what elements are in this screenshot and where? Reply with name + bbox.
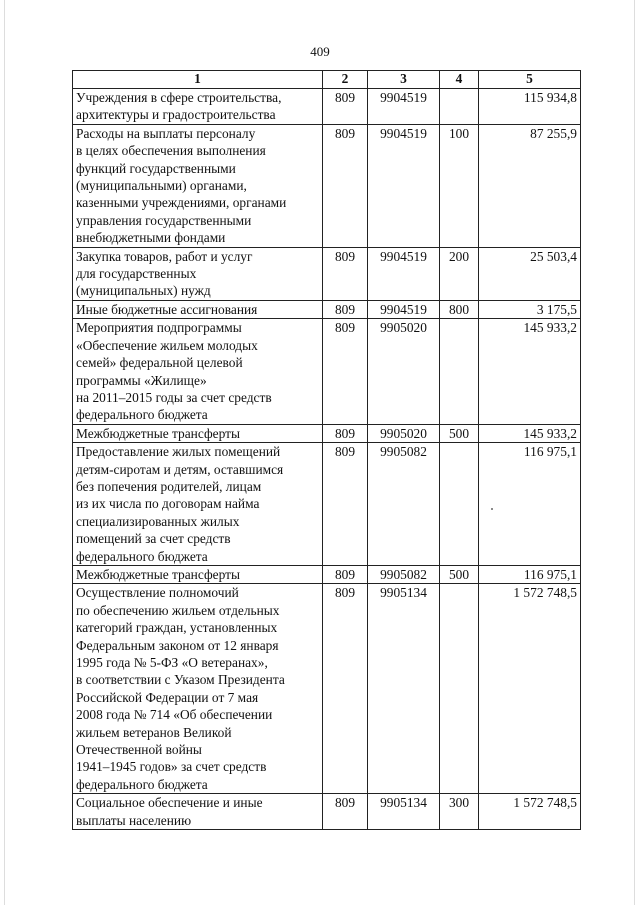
row-amount: 116 975,1	[479, 443, 581, 566]
table-body	[73, 89, 581, 830]
row-name: Иные бюджетные ассигнования	[73, 300, 323, 318]
row-amount: 145 933,2	[479, 424, 581, 442]
row-name: Учреждения в сфере строительства, архитектуры и градостроительства	[73, 89, 323, 125]
row-expense-type: 800	[440, 300, 479, 318]
row-name: Закупка товаров, работ и услуг для государственных (муниципальных) нужд	[73, 247, 323, 300]
header-col-4: 4	[440, 71, 479, 89]
row-ministry-code: 809	[323, 124, 368, 247]
header-col-3: 3	[368, 71, 440, 89]
row-target-code: 9904519	[368, 89, 440, 125]
table-row	[73, 584, 581, 794]
table-row	[73, 300, 581, 318]
row-ministry-code: 809	[323, 247, 368, 300]
table-row	[73, 443, 581, 566]
table-row	[73, 319, 581, 424]
table-row	[73, 794, 581, 830]
header-col-1: 1	[73, 71, 323, 89]
row-target-code: 9905082	[368, 565, 440, 583]
row-ministry-code: 809	[323, 565, 368, 583]
row-expense-type: 300	[440, 794, 479, 830]
row-target-code: 9905020	[368, 424, 440, 442]
table-header	[73, 71, 581, 89]
table-row	[73, 124, 581, 247]
row-amount: 25 503,4	[479, 247, 581, 300]
header-col-2: 2	[323, 71, 368, 89]
row-target-code: 9905020	[368, 319, 440, 424]
row-amount: 116 975,1	[479, 565, 581, 583]
row-expense-type	[440, 89, 479, 125]
row-expense-type	[440, 443, 479, 566]
row-expense-type: 500	[440, 424, 479, 442]
table-row	[73, 89, 581, 125]
header-row	[73, 71, 581, 89]
row-target-code: 9904519	[368, 124, 440, 247]
row-amount: 1 572 748,5	[479, 794, 581, 830]
table-row	[73, 247, 581, 300]
row-ministry-code: 809	[323, 424, 368, 442]
row-amount: 1 572 748,5	[479, 584, 581, 794]
row-name: Осуществление полномочий по обеспечению жильем отдельных категорий граждан, установленных Федеральным законом от 12 января 1995 года № 5-ФЗ «О ветеранах», в соответствии с Указом Президента Российской Федерации от 7 мая 2008 года № 714 «Об обеспечении жильем ветеранов Великой Отечественной войны 1941–1945 годов» за счет средств федерального бюджета	[73, 584, 323, 794]
table-row	[73, 424, 581, 442]
row-name: Предоставление жилых помещений детям-сиротам и детям, оставшимся без попечения родителей, лицам из их числа по договорам найма специализированных жилых помещений за счет средств федерального бюджета	[73, 443, 323, 566]
row-expense-type	[440, 319, 479, 424]
row-amount: 3 175,5	[479, 300, 581, 318]
row-amount: 115 934,8	[479, 89, 581, 125]
row-name: Социальное обеспечение и иные выплаты населению	[73, 794, 323, 830]
scan-edge-left	[4, 0, 5, 905]
row-expense-type	[440, 584, 479, 794]
table-row	[73, 565, 581, 583]
row-name: Межбюджетные трансферты	[73, 424, 323, 442]
row-target-code: 9905134	[368, 794, 440, 830]
row-expense-type: 500	[440, 565, 479, 583]
budget-table	[72, 70, 581, 830]
row-ministry-code: 809	[323, 794, 368, 830]
row-ministry-code: 809	[323, 89, 368, 125]
row-name: Мероприятия подпрограммы «Обеспечение жильем молодых семей» федеральной целевой программы «Жилище» на 2011–2015 годы за счет средств федерального бюджета	[73, 319, 323, 424]
row-target-code: 9905134	[368, 584, 440, 794]
page-number: 409	[310, 44, 330, 59]
row-target-code: 9904519	[368, 300, 440, 318]
row-amount: 145 933,2	[479, 319, 581, 424]
row-name: Межбюджетные трансферты	[73, 565, 323, 583]
row-expense-type: 200	[440, 247, 479, 300]
row-ministry-code: 809	[323, 584, 368, 794]
row-ministry-code: 809	[323, 443, 368, 566]
row-expense-type: 100	[440, 124, 479, 247]
row-name: Расходы на выплаты персоналу в целях обеспечения выполнения функций государственными (муниципальными) органами, казенными учреждениями, органами управления государственными внебюджетными фондами	[73, 124, 323, 247]
row-ministry-code: 809	[323, 319, 368, 424]
row-ministry-code: 809	[323, 300, 368, 318]
row-target-code: 9905082	[368, 443, 440, 566]
row-amount: 87 255,9	[479, 124, 581, 247]
row-target-code: 9904519	[368, 247, 440, 300]
header-col-5: 5	[479, 71, 581, 89]
scan-edge-right	[634, 0, 635, 905]
